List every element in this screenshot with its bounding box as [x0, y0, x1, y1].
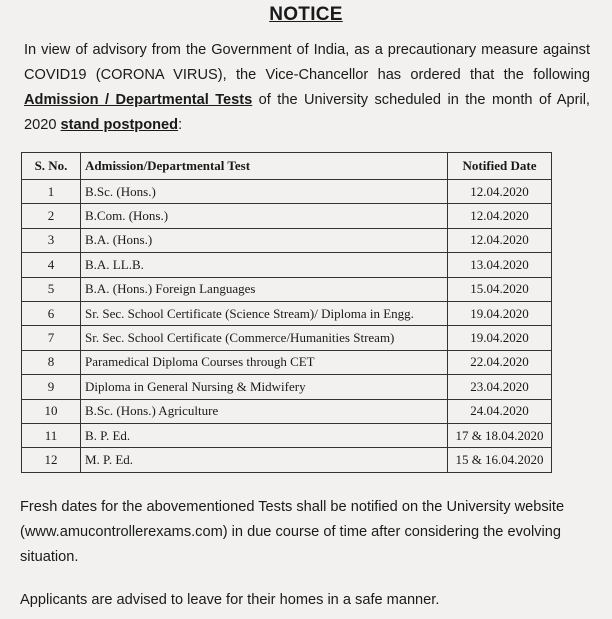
header-sno: S. No. [22, 153, 81, 180]
cell-test: B.A. LL.B. [81, 253, 448, 277]
cell-date: 17 & 18.04.2020 [448, 423, 552, 447]
table-row [22, 301, 552, 325]
cell-date: 13.04.2020 [448, 253, 552, 277]
table-row [22, 204, 552, 228]
cell-test: B.Sc. (Hons.) [81, 180, 448, 204]
footer-paragraph-advice: Applicants are advised to leave for their homes in a safe manner. [20, 592, 440, 608]
cell-date: 24.04.2020 [448, 399, 552, 423]
footer-paragraph-dates: Fresh dates for the abovementioned Tests shall be notified on the University website (www.amucontrollerexams.com) in due course of time after considering the evolving situation. [20, 499, 565, 565]
intro-text-1: In view of advisory from the Government of India, as a precautionary measure against COVID19 (CORONA VIRUS), the Vice-Chancellor has ordered that the following [24, 42, 590, 83]
cell-sno: 12 [22, 448, 81, 472]
table-row [22, 350, 552, 374]
table-row [22, 375, 552, 399]
table-row [22, 253, 552, 277]
intro-emphasis-postponed: stand postponed [60, 117, 179, 133]
cell-sno: 5 [22, 277, 81, 301]
cell-sno: 4 [22, 253, 81, 277]
cell-sno: 2 [22, 204, 81, 228]
table-row [22, 423, 552, 447]
cell-test: Diploma in General Nursing & Midwifery [81, 375, 448, 399]
table-header-row [22, 153, 552, 180]
cell-date: 15.04.2020 [448, 277, 552, 301]
table-row [22, 277, 552, 301]
table-row [22, 180, 552, 204]
intro-paragraph [24, 38, 590, 138]
cell-test: B. P. Ed. [81, 423, 448, 447]
cell-date: 19.04.2020 [448, 301, 552, 325]
notice-title: NOTICE [269, 4, 343, 25]
cell-test: Sr. Sec. School Certificate (Science Stream)/ Diploma in Engg. [81, 301, 448, 325]
cell-sno: 6 [22, 301, 81, 325]
table-row [22, 326, 552, 350]
cell-sno: 7 [22, 326, 81, 350]
cell-test: Paramedical Diploma Courses through CET [81, 350, 448, 374]
intro-text-3: : [178, 117, 183, 133]
cell-sno: 10 [22, 399, 81, 423]
intro-text-2: of the University scheduled in the month of April, 2020 [24, 92, 590, 133]
table-row [22, 228, 552, 252]
table-body [22, 180, 552, 473]
cell-test: B.A. (Hons.) [81, 228, 448, 252]
cell-date: 19.04.2020 [448, 326, 552, 350]
cell-test: B.Sc. (Hons.) Agriculture [81, 399, 448, 423]
table-row [22, 448, 552, 472]
cell-date: 12.04.2020 [448, 228, 552, 252]
cell-date: 12.04.2020 [448, 180, 552, 204]
cell-date: 23.04.2020 [448, 375, 552, 399]
intro-emphasis-tests: Admission / Departmental Tests [24, 92, 253, 108]
cell-sno: 8 [22, 350, 81, 374]
cell-sno: 9 [22, 375, 81, 399]
cell-sno: 3 [22, 228, 81, 252]
cell-test: B.A. (Hons.) Foreign Languages [81, 277, 448, 301]
cell-date: 15 & 16.04.2020 [448, 448, 552, 472]
cell-sno: 1 [22, 180, 81, 204]
header-test: Admission/Departmental Test [81, 153, 448, 180]
tests-table [21, 152, 552, 473]
table-row [22, 399, 552, 423]
cell-sno: 11 [22, 423, 81, 447]
header-date: Notified Date [448, 153, 552, 180]
cell-test: Sr. Sec. School Certificate (Commerce/Humanities Stream) [81, 326, 448, 350]
cell-test: M. P. Ed. [81, 448, 448, 472]
cell-date: 22.04.2020 [448, 350, 552, 374]
cell-date: 12.04.2020 [448, 204, 552, 228]
cell-test: B.Com. (Hons.) [81, 204, 448, 228]
